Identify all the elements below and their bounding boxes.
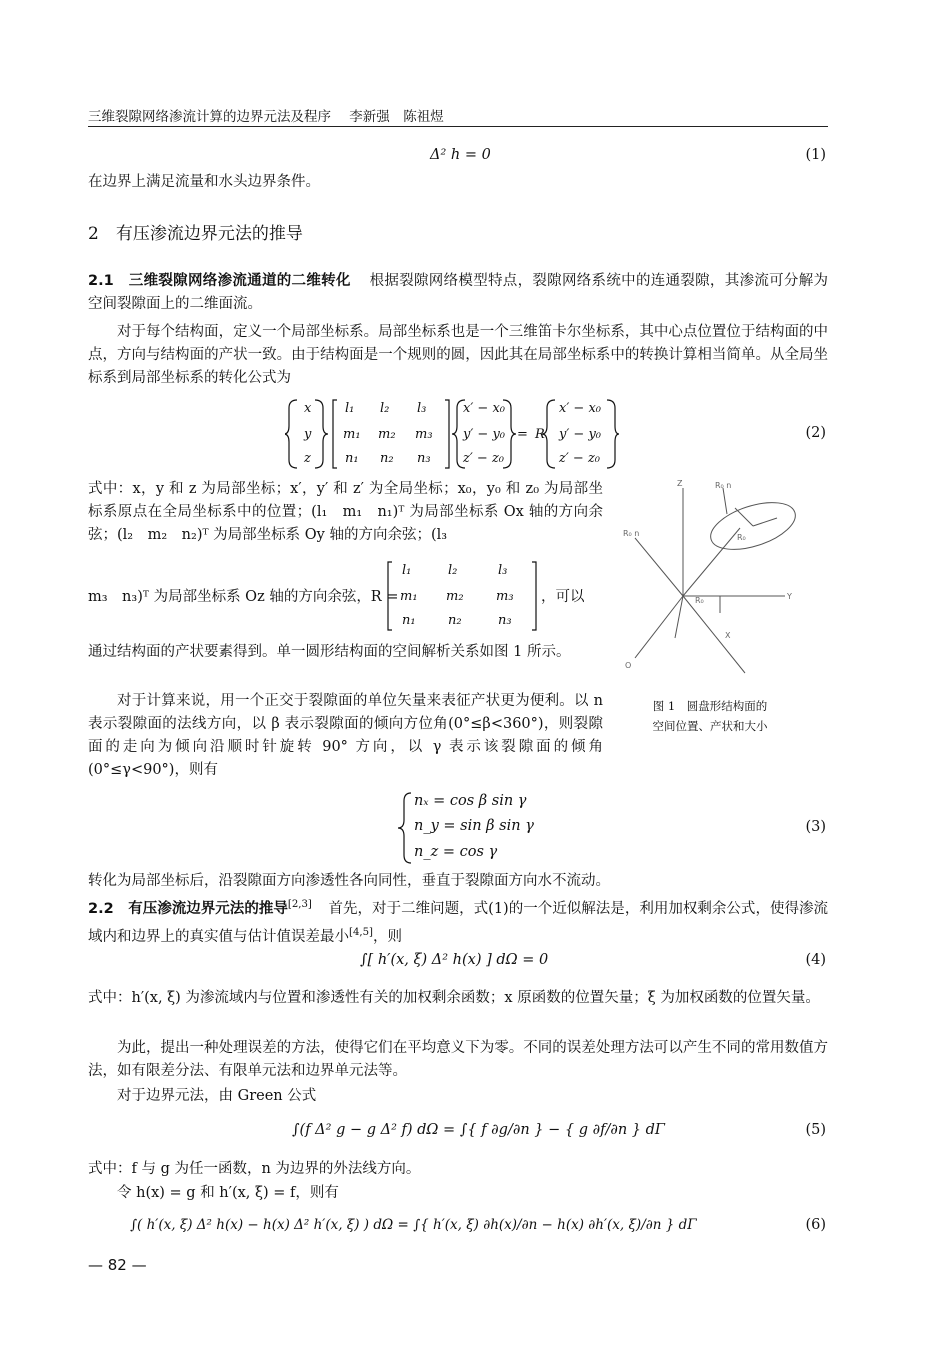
figure-1-diagram	[615, 478, 805, 688]
equation-3-line-1: nₓ = cos β sin γ	[414, 793, 527, 809]
svg-text:n₁: n₁	[345, 451, 359, 466]
equation-5-number: (5)	[805, 1122, 826, 1138]
section-title: 2 有压渗流边界元法的推导	[88, 224, 303, 244]
svg-text:m₃: m₃	[415, 427, 433, 442]
subsection-2-1-heading: 2.1 三维裂隙网络渗流通道的二维转化	[88, 273, 351, 289]
svg-text:R₀: R₀	[737, 533, 746, 542]
svg-text:m₂: m₂	[446, 589, 464, 604]
paragraph-after-3: 转化为局部坐标后，沿裂隙面方向渗透性各向同性，垂直于裂隙面方向水不流动。	[88, 873, 610, 889]
subsection-2-2-text2: ，则	[373, 928, 403, 945]
svg-text:Z: Z	[677, 479, 683, 488]
paragraph-where-2	[88, 586, 399, 609]
equation-6-number: (6)	[805, 1217, 826, 1233]
svg-text:m₃: m₃	[496, 589, 514, 604]
paragraph-where-2-text: m₃ n₃)ᵀ 为局部坐标系 Oz 轴的方向余弦，R =	[88, 589, 399, 605]
paragraph-where-3: 通过结构面的产状要素得到。单一圆形结构面的空间解析关系如图 1 所示。	[88, 644, 571, 660]
header-title: 三维裂隙网络渗流计算的边界元法及程序	[88, 109, 331, 125]
paragraph-error: 为此，提出一种处理误差的方法，使得它们在平均意义下为零。不同的误差处理方法可以产生不同的常用数值方法，如有限差分法、有限单元法和边界单元法等。	[88, 1040, 828, 1079]
svg-text:n₂: n₂	[448, 613, 462, 628]
equation-5: ∫(f Δ² g − g Δ² f) dΩ = ∫{ f ∂g/∂n } − { g ∂f/∂n } dΓ	[292, 1122, 665, 1138]
svg-text:l₃: l₃	[498, 563, 508, 578]
running-header	[88, 105, 444, 125]
svg-text:R₀: R₀	[695, 596, 704, 605]
equation-1-number: (1)	[805, 147, 826, 163]
subsection-2-2-text1: 首先，对于二维问题，式(1)的一个近似解法是，利用加权剩余公式，使得渗流域内和边界上的真实值与估计值误差最小	[88, 900, 829, 945]
equation-2	[285, 396, 620, 472]
equation-4-number: (4)	[805, 952, 826, 968]
figure-1-caption	[630, 696, 790, 736]
svg-text:l₂: l₂	[380, 401, 390, 416]
svg-text:m₂: m₂	[378, 427, 396, 442]
svg-text:n₃: n₃	[498, 613, 512, 628]
subsection-2-1-text: 根据裂隙网络模型特点，裂隙网络系统中的连通裂隙，其渗流可分解为空间裂隙面上的二维面流。	[88, 273, 828, 312]
svg-text:=: =	[517, 427, 528, 442]
paragraph-where-2-tail: ，可以	[541, 589, 585, 605]
svg-text:x: x	[304, 401, 312, 416]
svg-text:y′ − y₀: y′ − y₀	[559, 427, 602, 442]
equation-6: ∫( h′(x, ξ) Δ² h(x) − h(x) Δ² h′(x, ξ) ) dΩ = ∫{ h′(x, ξ) ∂h(x)/∂n − h(x) ∂h′(x, ξ)/∂n } dΓ	[130, 1217, 697, 1233]
subsection-2-2-ref: [2,3]	[287, 899, 312, 910]
page-number: — 82 —	[88, 1256, 147, 1274]
equation-1: Δ² h = 0	[430, 147, 491, 163]
subsection-2-1	[88, 270, 828, 316]
paragraph-where-5: 式中：f 与 g 为任一函数，n 为边界的外法线方向。	[88, 1161, 421, 1177]
subsection-2-2-ref2: [4,5]	[349, 926, 374, 938]
figure-1-caption-line1: 图 1 圆盘形结构面的	[652, 699, 768, 713]
svg-text:X: X	[725, 631, 731, 640]
paragraph-let: 令 h(x) = g 和 h′(x, ξ) = f，则有	[117, 1185, 339, 1201]
x-axis	[635, 596, 683, 658]
svg-text:z: z	[304, 451, 311, 466]
svg-text:z′ − z₀: z′ − z₀	[559, 451, 601, 466]
svg-text:l₃: l₃	[417, 401, 427, 416]
paragraph-where-1: 式中：x，y 和 z 为局部坐标；x′，y′ 和 z′ 为全局坐标；x₀，y₀ 和 z₀ 为局部坐标系原点在全局坐标系中的位置；(l₁ m₁ n₁)ᵀ 为局部坐标系 Ox 轴的方向余弦；(l₂ m₂ n₂)ᵀ 为局部坐标系 Oy 轴的方向余弦；(l₃	[88, 481, 603, 543]
svg-text:z′ − z₀: z′ − z₀	[463, 451, 505, 466]
svg-text:n₂: n₂	[380, 451, 394, 466]
svg-text:R₀ n: R₀ n	[715, 481, 732, 490]
svg-text:x′ − x₀: x′ − x₀	[559, 401, 601, 416]
svg-text:R₀ n: R₀ n	[623, 529, 640, 538]
svg-text:n₃: n₃	[417, 451, 431, 466]
paragraph-normal-vector: 对于计算来说，用一个正交于裂隙面的单位矢量来表征产状更为便利。以 n 表示裂隙面的法线方向，以 β 表示裂隙面的倾向方位角(0°≤β<360°)，则裂隙面的走向为倾向沿顺时针旋转 90° 方向，以 γ 表示该裂隙面的倾角(0°≤γ<90°)，则有	[88, 693, 603, 778]
svg-text:l₁: l₁	[345, 401, 355, 416]
svg-text:n₁: n₁	[402, 613, 416, 628]
paragraph-boundary: 在边界上满足流量和水头边界条件。	[88, 174, 320, 190]
equation-3-line-2: n_y = sin β sin γ	[414, 818, 534, 834]
rotation-matrix-symbol: R	[535, 427, 545, 442]
svg-text:l₁: l₁	[402, 563, 412, 578]
svg-text:O: O	[625, 661, 632, 670]
svg-text:l₂: l₂	[448, 563, 458, 578]
subsection-2-2	[88, 893, 828, 949]
svg-text:y: y	[304, 427, 312, 442]
paragraph-where-4: 式中：h′(x, ξ) 为渗流域内与位置和渗透性有关的加权剩余函数；x 原函数的位置矢量；ξ 为加权函数的位置矢量。	[88, 990, 820, 1006]
equation-3-number: (3)	[805, 819, 826, 835]
svg-text:m₁: m₁	[400, 589, 418, 604]
rotation-matrix	[386, 558, 556, 634]
svg-text:m₁: m₁	[343, 427, 361, 442]
figure-1-caption-line2: 空间位置、产状和大小	[652, 719, 768, 733]
equation-4: ∫[ h′(x, ξ) Δ² h(x) ] dΩ = 0	[360, 952, 549, 968]
equation-2-number: (2)	[805, 425, 826, 441]
subsection-2-2-heading: 2.2 有压渗流边界元法的推导	[88, 900, 288, 917]
svg-text:y′ − y₀: y′ − y₀	[463, 427, 506, 442]
paragraph-local-coordinates: 对于每个结构面，定义一个局部坐标系。局部坐标系也是一个三维笛卡尔坐标系，其中心点位置位于结构面的中点，方向与结构面的产状一致。由于结构面是一个规则的圆，因此其在局部坐标系中的转换计算相当简单。从全局坐标系到局部坐标系的转化公式为	[88, 324, 828, 386]
paragraph-green: 对于边界元法，由 Green 公式	[117, 1088, 317, 1104]
equation-3-line-3: n_z = cos γ	[414, 844, 498, 860]
svg-text:x′ − x₀: x′ − x₀	[463, 401, 505, 416]
header-authors: 李新强 陈祖煜	[349, 109, 444, 125]
header-rule	[88, 126, 828, 127]
svg-text:Y: Y	[787, 592, 792, 601]
